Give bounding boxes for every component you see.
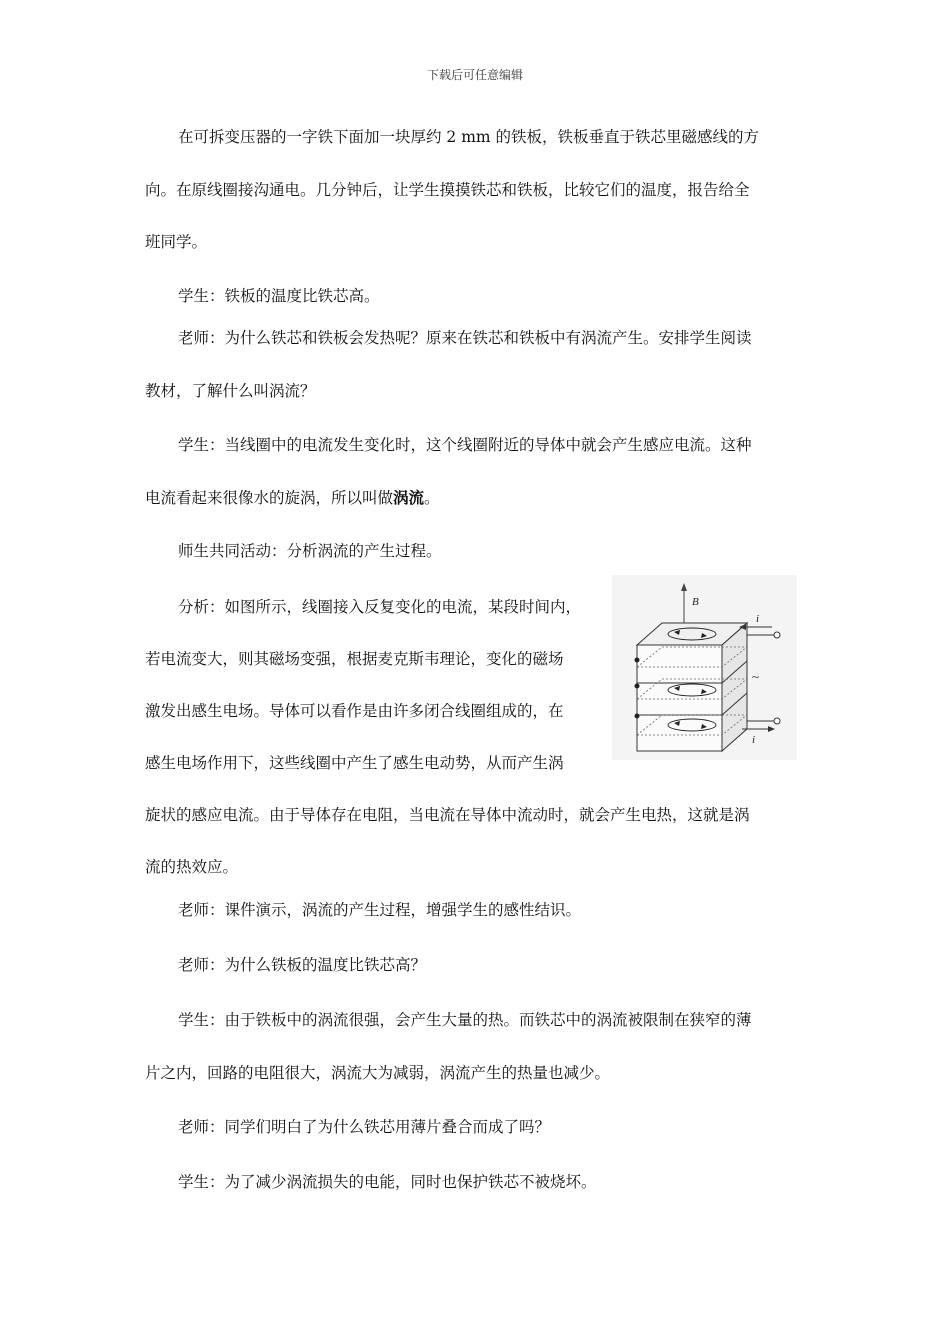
paragraph-6-line-5: 旋状的感应电流。由于导体存在电阻，当电流在导体中流动时，就会产生电热，这就是涡	[145, 806, 750, 824]
b-field-label: B	[692, 596, 699, 608]
paragraph-4-text-a: 电流看起来很像水的旋涡，所以叫做	[145, 489, 394, 507]
paragraph-9-line-1: 学生：由于铁板中的涡流很强，会产生大量的热。而铁芯中的涡流被限制在狭窄的薄	[178, 1011, 752, 1029]
paragraph-2: 学生：铁板的温度比铁芯高。	[178, 287, 380, 305]
paragraph-6-line-2: 若电流变大，则其磁场变强，根据麦克斯韦理论，变化的磁场	[145, 650, 564, 668]
paragraph-6-line-1: 分析：如图所示，线圈接入反复变化的电流，某段时间内，	[178, 598, 582, 616]
ac-symbol: ~	[752, 669, 760, 684]
eddy-current-diagram	[612, 575, 797, 760]
paragraph-11: 学生：为了减少涡流损失的电能，同时也保护铁芯不被烧坏。	[178, 1173, 597, 1191]
paragraph-9-line-2: 片之内，回路的电阻很大，涡流大为减弱，涡流产生的热量也减少。	[145, 1064, 611, 1082]
page-header: 下载后可任意编辑	[426, 68, 523, 82]
paragraph-1-line-2: 向。在原线圈接沟通电。几分钟后，让学生摸摸铁芯和铁板，比较它们的温度，报告给全	[145, 181, 750, 199]
paragraph-5: 师生共同活动：分析涡流的产生过程。	[178, 542, 442, 560]
paragraph-6-line-4: 感生电场作用下，这些线圈中产生了感生电动势，从而产生涡	[145, 754, 564, 772]
paragraph-6-line-6: 流的热效应。	[145, 858, 239, 876]
eddy-current-figure	[612, 575, 797, 760]
paragraph-4-line-1: 学生：当线圈中的电流发生变化时，这个线圈附近的导体中就会产生感应电流。这种	[178, 436, 752, 454]
paragraph-8: 老师：为什么铁板的温度比铁芯高？	[178, 956, 427, 974]
paragraph-4-text-b: 。	[424, 489, 440, 507]
paragraph-6-line-3: 激发出感生电场。导体可以看作是由许多闭合线圈组成的，在	[145, 702, 564, 720]
current-label-top: i	[756, 613, 760, 625]
paragraph-7: 老师：课件演示，涡流的产生过程，增强学生的感性结识。	[178, 901, 582, 919]
paragraph-1-line-3: 班同学。	[145, 233, 208, 251]
terminal-top	[774, 632, 780, 638]
paragraph-1-line-1: 在可拆变压器的一字铁下面加一块厚约 2 mm 的铁板，铁板垂直于铁芯里磁感线的方	[178, 128, 760, 146]
paragraph-3-line-1: 老师：为什么铁芯和铁板会发热呢？原来在铁芯和铁板中有涡流产生。安排学生阅读	[178, 329, 752, 347]
paragraph-10: 老师：同学们明白了为什么铁芯用薄片叠合而成了吗？	[178, 1118, 551, 1136]
eddy-current-term: 涡流	[393, 488, 425, 507]
terminal-bottom	[774, 718, 780, 724]
current-label-bottom: i	[752, 734, 756, 746]
paragraph-3-line-2: 教材，了解什么叫涡流？	[145, 382, 316, 400]
paragraph-4-line-2	[145, 488, 440, 508]
